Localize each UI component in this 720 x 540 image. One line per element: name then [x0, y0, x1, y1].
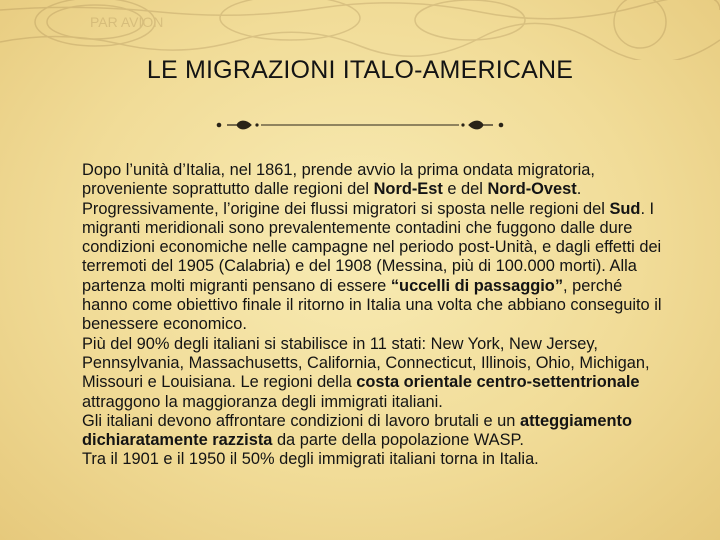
text-run: da parte della popolazione WASP. — [272, 431, 524, 450]
ornamental-divider — [215, 116, 505, 134]
text-run: Dopo l’unità d’Italia, nel 1861, prende avvio la prima ondata migratoria, proveniente soprattutto dalle regioni del — [82, 161, 595, 199]
slide-body-text — [82, 161, 662, 470]
bold-text-run: Nord-Ovest — [487, 180, 577, 199]
text-run: Più del 90% degli italiani si stabilisce in 11 stati: New York, New Jersey, Pennsylvania, Massachusetts, California, Connecticut, Illinois, Ohio, Michigan, Missouri e Louisiana. Le regioni della — [82, 334, 650, 392]
body-paragraph — [82, 335, 662, 412]
body-paragraph — [82, 450, 662, 469]
body-paragraph — [82, 161, 662, 335]
text-run: . Progressivamente, l’origine dei flussi migratori si sposta nelle regioni del — [82, 180, 610, 218]
bold-text-run: Nord-Est — [373, 180, 443, 199]
bold-text-run: costa orientale centro-settentrionale — [356, 373, 640, 392]
text-run: , perché hanno come obiettivo finale il ritorno in Italia una volta che abbiano conseguito il benessere economico. — [82, 276, 662, 334]
body-paragraph — [82, 412, 662, 451]
text-run: Tra il 1901 e il 1950 il 50% degli immigrati italiani torna in Italia. — [82, 450, 539, 469]
bold-text-run: “uccelli di passaggio” — [390, 276, 564, 295]
stamp-text: PAR AVION — [90, 14, 164, 30]
text-run: . I migranti meridionali sono prevalentemente contadini che fuggono dalle dure condizioni economiche nelle campagne nel periodo post-Unità, e dagli effetti dei terremoti del 1905 (Calabria) e del 1908 (Messina, più di 100.000 morti). Alla partenza molti migranti pensano di essere — [82, 199, 662, 295]
text-run: Gli italiani devono affrontare condizioni di lavoro brutali e un — [82, 411, 520, 430]
slide-title: LE MIGRAZIONI ITALO-AMERICANE — [146, 56, 574, 84]
text-run: e del — [442, 180, 488, 199]
bold-text-run: atteggiamento dichiaratamente razzista — [82, 411, 632, 450]
postal-stamps-decoration — [0, 0, 720, 60]
bold-text-run: Sud — [609, 199, 641, 218]
text-run: attraggono la maggioranza degli immigrati italiani. — [82, 392, 443, 411]
